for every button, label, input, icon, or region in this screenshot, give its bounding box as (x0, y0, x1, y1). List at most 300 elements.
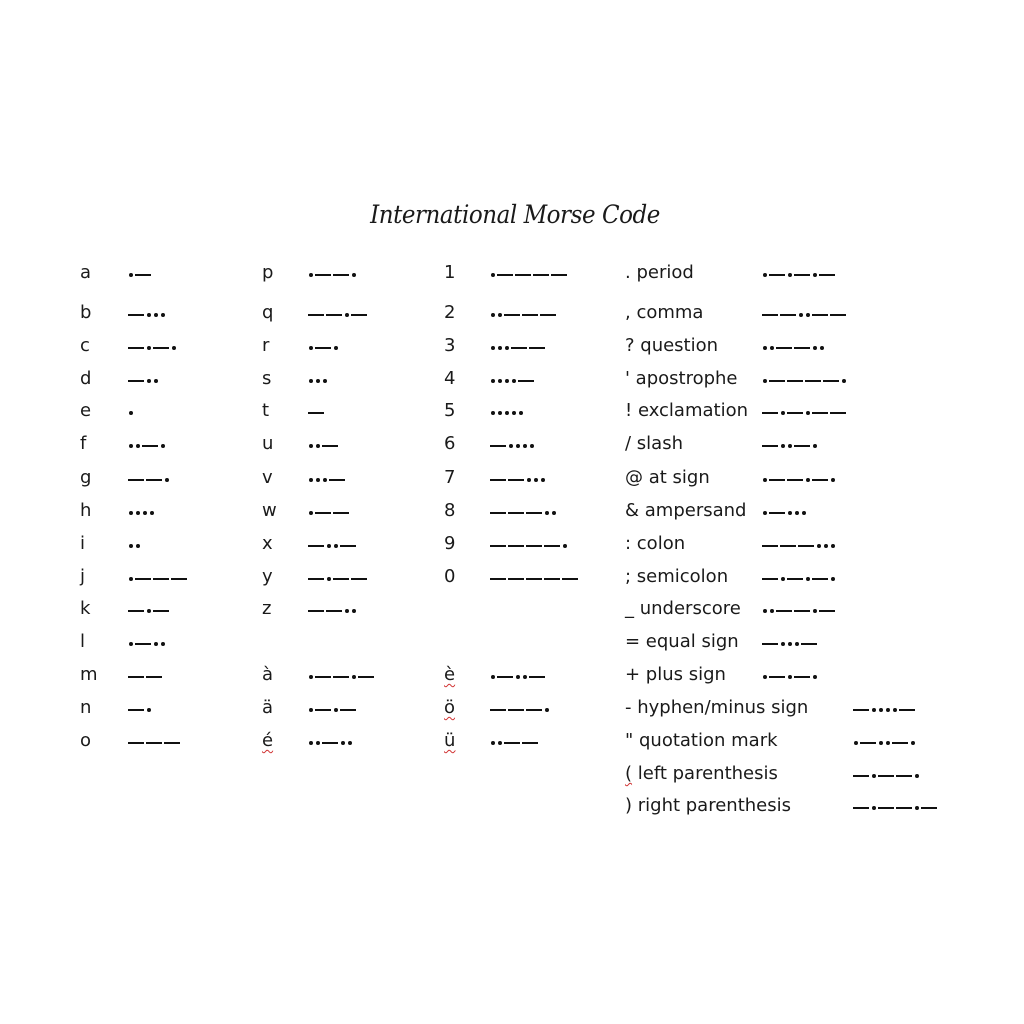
morse-dot (309, 478, 313, 482)
morse-dot (154, 379, 158, 383)
morse-dash (805, 380, 821, 381)
morse-dot (879, 741, 883, 745)
morse-dot (309, 346, 313, 350)
morse-dash (896, 775, 912, 776)
symbol-label: h (80, 500, 92, 521)
morse-dot (172, 346, 176, 350)
morse-dash (128, 314, 144, 315)
morse-dot (161, 313, 165, 317)
morse-dot (498, 346, 502, 350)
morse-code (761, 473, 836, 487)
morse-dash (358, 676, 374, 677)
symbol-label: b (80, 302, 92, 323)
symbol-label: é (262, 730, 274, 751)
symbol-label: k (80, 598, 91, 619)
morse-dash (128, 709, 144, 710)
morse-dot (763, 609, 767, 613)
morse-dash (812, 479, 828, 480)
morse-dot (129, 642, 133, 646)
morse-dot (911, 741, 915, 745)
morse-dash (860, 742, 876, 743)
morse-dash (508, 479, 524, 480)
morse-dot (491, 273, 495, 277)
morse-code (489, 506, 557, 520)
morse-dot (491, 346, 495, 350)
symbol-label: 0 (444, 566, 456, 587)
morse-dash (490, 512, 506, 513)
morse-dash (794, 676, 810, 677)
morse-dot (872, 774, 876, 778)
morse-dot (534, 478, 538, 482)
morse-dot (824, 544, 828, 548)
morse-dot (763, 675, 767, 679)
morse-code (307, 670, 375, 684)
symbol-label: i (80, 533, 86, 554)
morse-dot (813, 346, 817, 350)
morse-dash (892, 742, 908, 743)
symbol-label: ; semicolon (625, 566, 729, 587)
morse-dash (780, 545, 796, 546)
morse-dash (333, 578, 349, 579)
morse-dot (129, 273, 133, 277)
morse-code (307, 604, 357, 618)
morse-dot (512, 411, 516, 415)
morse-dot (831, 577, 835, 581)
morse-dash (853, 775, 869, 776)
morse-dot (129, 411, 133, 415)
morse-dash (801, 643, 817, 644)
symbol-label: j (80, 566, 86, 587)
morse-code (307, 406, 325, 420)
symbol-label: a (80, 262, 92, 283)
morse-dot (509, 444, 513, 448)
morse-dot (147, 313, 151, 317)
morse-dot (552, 511, 556, 515)
morse-dot (129, 577, 133, 581)
morse-dash (794, 274, 810, 275)
symbol-label: 1 (444, 262, 456, 283)
morse-dot (505, 379, 509, 383)
morse-dot (352, 609, 356, 613)
morse-dash (315, 512, 331, 513)
symbol-label: 5 (444, 400, 456, 421)
morse-dash (497, 676, 513, 677)
morse-dash (315, 709, 331, 710)
morse-dot (345, 313, 349, 317)
morse-dash (769, 274, 785, 275)
morse-code (489, 406, 524, 420)
morse-code (761, 439, 818, 453)
morse-dot (523, 444, 527, 448)
morse-dot (763, 478, 767, 482)
morse-code (127, 637, 166, 651)
symbol-label: z (262, 598, 272, 619)
morse-dot (147, 346, 151, 350)
morse-dot (795, 642, 799, 646)
morse-dash (128, 610, 144, 611)
morse-dash (853, 807, 869, 808)
morse-dash (529, 676, 545, 677)
symbol-label: v (262, 467, 273, 488)
morse-dot (129, 444, 133, 448)
morse-dash (794, 610, 810, 611)
morse-dot (316, 741, 320, 745)
morse-dash (490, 578, 506, 579)
morse-dash (787, 578, 803, 579)
symbol-label: / slash (625, 433, 683, 454)
morse-dot (530, 444, 534, 448)
morse-dot (316, 444, 320, 448)
morse-dash (533, 274, 549, 275)
morse-dash (830, 314, 846, 315)
morse-dot (498, 741, 502, 745)
morse-dash (490, 709, 506, 710)
morse-dot (129, 511, 133, 515)
morse-dash (762, 545, 778, 546)
morse-dash (526, 709, 542, 710)
morse-dash (171, 578, 187, 579)
morse-dash (308, 545, 324, 546)
morse-dot (516, 675, 520, 679)
morse-code (307, 374, 328, 388)
morse-code (127, 473, 170, 487)
morse-dash (504, 314, 520, 315)
symbol-label: @ at sign (625, 467, 710, 488)
morse-dash (128, 347, 144, 348)
morse-dash (794, 445, 810, 446)
morse-dot (781, 444, 785, 448)
morse-dash (329, 479, 345, 480)
morse-code (852, 801, 938, 815)
morse-dash (819, 274, 835, 275)
symbol-label: r (262, 335, 270, 356)
morse-dash (544, 578, 560, 579)
morse-dot (348, 741, 352, 745)
morse-dot (136, 444, 140, 448)
morse-dot (136, 544, 140, 548)
morse-dash (333, 676, 349, 677)
morse-dash (497, 274, 513, 275)
morse-dash (490, 545, 506, 546)
morse-code (489, 341, 546, 355)
morse-dash (518, 380, 534, 381)
morse-code (127, 506, 155, 520)
symbol-label: è (444, 664, 456, 685)
symbol-label: u (262, 433, 274, 454)
symbol-label: . period (625, 262, 694, 283)
morse-dash (128, 479, 144, 480)
morse-dot (541, 478, 545, 482)
morse-dot (136, 511, 140, 515)
morse-dot (316, 478, 320, 482)
morse-dash (326, 610, 342, 611)
morse-dash (878, 807, 894, 808)
morse-dash (921, 807, 937, 808)
morse-code (489, 736, 539, 750)
morse-code (489, 308, 557, 322)
morse-code (127, 736, 181, 750)
symbol-label: 3 (444, 335, 456, 356)
symbol-label: s (262, 368, 272, 389)
morse-dash (142, 445, 158, 446)
morse-dot (519, 411, 523, 415)
morse-dash (508, 545, 524, 546)
morse-dot (915, 774, 919, 778)
morse-dash (308, 578, 324, 579)
morse-code (761, 341, 825, 355)
symbol-label: ü (444, 730, 456, 751)
morse-dot (813, 609, 817, 613)
morse-dot (309, 675, 313, 679)
morse-dash (812, 578, 828, 579)
morse-dash (340, 545, 356, 546)
morse-code (127, 572, 188, 586)
morse-dash (490, 479, 506, 480)
morse-code (761, 268, 836, 282)
symbol-label: n (80, 697, 92, 718)
morse-dot (498, 313, 502, 317)
morse-dot (491, 675, 495, 679)
symbol-label: y (262, 566, 273, 587)
morse-dot (491, 313, 495, 317)
morse-code (307, 736, 353, 750)
morse-dash (153, 610, 169, 611)
symbol-label: " quotation mark (625, 730, 778, 751)
symbol-label: ) right parenthesis (625, 795, 791, 816)
morse-dash (526, 545, 542, 546)
symbol-label: e (80, 400, 92, 421)
morse-dot (334, 544, 338, 548)
morse-dot (498, 379, 502, 383)
morse-dash (762, 445, 778, 446)
morse-code (307, 539, 357, 553)
morse-code (761, 308, 847, 322)
morse-dot (854, 741, 858, 745)
morse-code (307, 506, 350, 520)
morse-dash (326, 314, 342, 315)
symbol-label: w (262, 500, 277, 521)
symbol-label: 4 (444, 368, 456, 389)
morse-dot (161, 444, 165, 448)
morse-dash (769, 512, 785, 513)
morse-dot (323, 379, 327, 383)
morse-dash (762, 578, 778, 579)
morse-dash (128, 742, 144, 743)
symbol-label: , comma (625, 302, 704, 323)
morse-dash (769, 380, 785, 381)
symbol-label: & ampersand (625, 500, 747, 521)
morse-dash (322, 445, 338, 446)
morse-dot (813, 273, 817, 277)
morse-code (307, 268, 357, 282)
morse-dash (504, 742, 520, 743)
morse-dot (781, 411, 785, 415)
morse-dash (526, 578, 542, 579)
morse-dash (762, 314, 778, 315)
morse-dot (309, 708, 313, 712)
symbol-label: ! exclamation (625, 400, 749, 421)
morse-dash (798, 545, 814, 546)
morse-dot (143, 511, 147, 515)
morse-dot (886, 708, 890, 712)
morse-code (127, 670, 163, 684)
morse-dash (812, 412, 828, 413)
morse-dot (545, 708, 549, 712)
morse-code (127, 268, 152, 282)
morse-dash (769, 676, 785, 677)
symbol-label: ? question (625, 335, 719, 356)
morse-dot (334, 346, 338, 350)
morse-dot (512, 379, 516, 383)
morse-dot (831, 544, 835, 548)
morse-code (127, 604, 170, 618)
symbol-label: p (262, 262, 274, 283)
morse-dash (853, 709, 869, 710)
morse-dash (529, 347, 545, 348)
morse-dot (352, 273, 356, 277)
morse-dot (799, 313, 803, 317)
morse-dot (781, 642, 785, 646)
symbol-label: : colon (625, 533, 686, 554)
morse-dot (491, 741, 495, 745)
morse-dot (770, 609, 774, 613)
morse-dot (806, 577, 810, 581)
morse-code (307, 439, 339, 453)
morse-dash (794, 347, 810, 348)
morse-dot (820, 346, 824, 350)
morse-dash (819, 610, 835, 611)
morse-code (761, 539, 836, 553)
morse-dash (526, 512, 542, 513)
morse-dot (154, 642, 158, 646)
symbol-label: f (80, 433, 87, 454)
morse-code (489, 572, 579, 586)
symbol-label: 2 (444, 302, 456, 323)
symbol-label: ä (262, 697, 274, 718)
page-title: International Morse Code (370, 200, 660, 229)
symbol-label: 9 (444, 533, 456, 554)
symbol-label: 8 (444, 500, 456, 521)
symbol-label: d (80, 368, 92, 389)
morse-dot (831, 478, 835, 482)
morse-dot (817, 544, 821, 548)
morse-dash (511, 347, 527, 348)
morse-dot (795, 511, 799, 515)
morse-code (127, 341, 177, 355)
morse-dot (523, 675, 527, 679)
morse-dot (491, 379, 495, 383)
morse-code (761, 506, 807, 520)
morse-dot (806, 478, 810, 482)
symbol-label: _ underscore (625, 598, 741, 619)
morse-dash (776, 610, 792, 611)
morse-dot (309, 741, 313, 745)
morse-dash (508, 578, 524, 579)
morse-dot (309, 511, 313, 515)
morse-dot (527, 478, 531, 482)
morse-dash (522, 742, 538, 743)
morse-dot (872, 806, 876, 810)
morse-code (307, 473, 346, 487)
morse-dot (165, 478, 169, 482)
morse-dot (147, 609, 151, 613)
morse-code (761, 572, 836, 586)
symbol-label: + plus sign (625, 664, 726, 685)
morse-dash (315, 274, 331, 275)
morse-code (127, 439, 166, 453)
symbol-label: 7 (444, 467, 456, 488)
morse-dash (762, 643, 778, 644)
morse-dot (763, 273, 767, 277)
morse-dash (899, 709, 915, 710)
morse-dash (308, 610, 324, 611)
morse-dash (135, 578, 151, 579)
morse-dash (896, 807, 912, 808)
morse-dash (128, 676, 144, 677)
morse-dash (830, 412, 846, 413)
morse-dot (309, 379, 313, 383)
morse-dash (146, 742, 162, 743)
morse-dot (915, 806, 919, 810)
morse-dash (351, 578, 367, 579)
morse-dash (787, 479, 803, 480)
symbol-label: m (80, 664, 98, 685)
morse-code (127, 539, 141, 553)
morse-dash (153, 347, 169, 348)
morse-code (761, 637, 818, 651)
morse-dot (327, 544, 331, 548)
morse-dash (333, 512, 349, 513)
symbol-label: ' apostrophe (625, 368, 738, 389)
morse-code (127, 406, 134, 420)
morse-dot (327, 577, 331, 581)
morse-dash (522, 314, 538, 315)
morse-code (489, 539, 568, 553)
symbol-label: = equal sign (625, 631, 739, 652)
morse-dash (322, 742, 338, 743)
morse-code (761, 374, 847, 388)
morse-dot (545, 511, 549, 515)
morse-dash (776, 347, 792, 348)
morse-code (307, 703, 357, 717)
symbol-label: o (80, 730, 92, 751)
morse-dash (351, 314, 367, 315)
morse-dash (164, 742, 180, 743)
morse-dot (788, 273, 792, 277)
morse-dash (146, 676, 162, 677)
morse-dot (341, 741, 345, 745)
morse-dot (323, 478, 327, 482)
morse-dash (315, 676, 331, 677)
morse-code (307, 572, 368, 586)
symbol-label: ( left parenthesis (625, 763, 778, 784)
morse-dot (763, 511, 767, 515)
morse-code (852, 703, 916, 717)
morse-dot (161, 642, 165, 646)
morse-code (489, 268, 568, 282)
morse-dot (770, 346, 774, 350)
morse-code (852, 736, 916, 750)
morse-dash (787, 380, 803, 381)
morse-dash (540, 314, 556, 315)
morse-dash (780, 314, 796, 315)
symbol-label: l (80, 631, 86, 652)
morse-dot (505, 346, 509, 350)
morse-dot (309, 444, 313, 448)
morse-dash (153, 578, 169, 579)
symbol-label: à (262, 664, 274, 685)
morse-dash (315, 347, 331, 348)
